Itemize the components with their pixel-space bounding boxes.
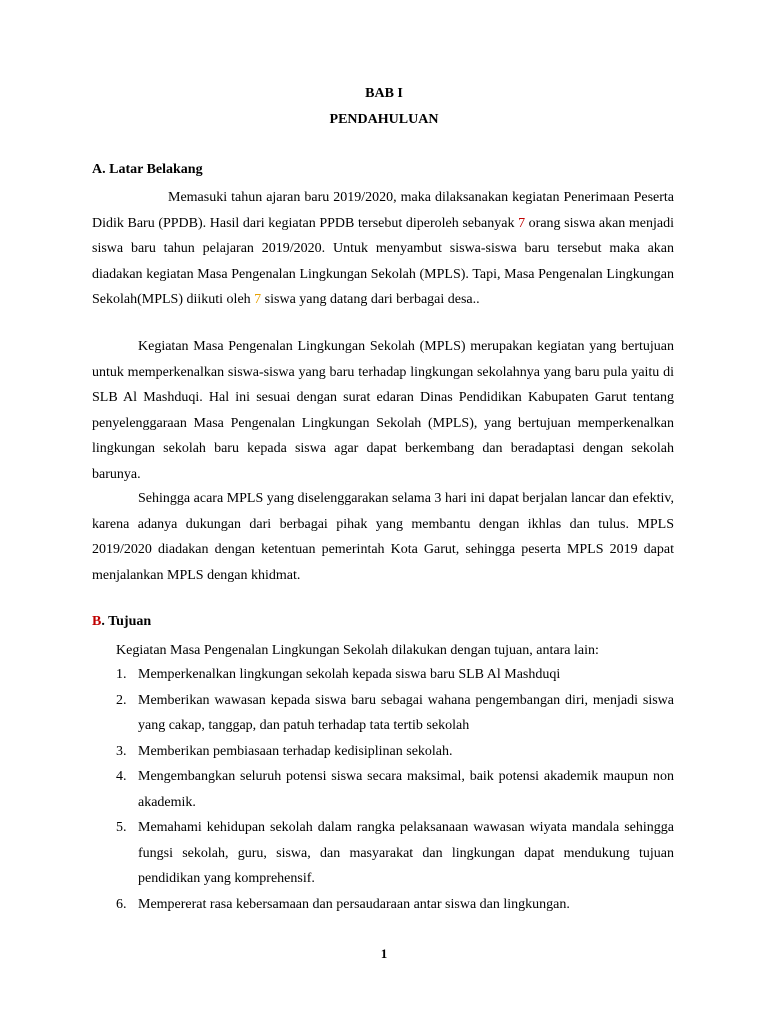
list-item-number: 6.: [116, 896, 127, 912]
list-item: [116, 764, 674, 815]
list-item: [116, 892, 674, 918]
student-count-highlight: 7: [518, 215, 526, 231]
paragraph-latar-belakang-2: Kegiatan Masa Pengenalan Lingkungan Sekolah (MPLS) merupakan kegiatan yang bertujuan untuk memperkenalkan siswa-siswa yang baru terhadap lingkungan sekolahnya yang baru pula yaitu di SLB Al Mashduqi. Hal ini sesuai dengan surat edaran Dinas Pendidikan Kabupaten Garut tentang penyelenggaraan Masa Pengenalan Lingkungan Sekolah (MPLS), yang bertujuan memperkenalkan lingkungan sekolah baru kepada siswa agar dapat berkembang dan beradaptasi dengan sekolah barunya.: [92, 339, 674, 482]
list-item-text: Mengembangkan seluruh potensi siswa secara maksimal, baik potensi akademik maupun non akademik.: [138, 769, 674, 810]
tujuan-list: [116, 662, 674, 917]
participant-count-highlight: 7: [254, 292, 262, 307]
section-a-heading: A. Latar Belakang: [92, 162, 203, 177]
paragraph-latar-belakang-1: [92, 185, 674, 313]
paragraph-text: orang siswa akan menjadi siswa baru tahun pelajaran 2019/2020. Untuk menyambut siswa-siswa baru tersebut maka akan diadakan kegiatan Masa Pengenalan Lingkungan Sekolah (MPLS). Tapi, Masa Pengenalan Lingkungan Sekolah(MPLS) diikuti oleh: [92, 215, 675, 307]
paragraph-text: Memasuki tahun ajaran baru 2019/2020, maka dilaksanakan kegiatan Penerimaan Peserta Didik Baru (PPDB). Hasil dari kegiatan PPDB tersebut diperoleh sebanyak: [92, 190, 674, 231]
section-b-letter: B: [92, 614, 102, 629]
list-item: [116, 739, 674, 765]
list-item-number: 2.: [116, 692, 127, 708]
section-b-title: . Tujuan: [101, 614, 152, 629]
chapter-number: BAB I: [365, 86, 403, 101]
list-item-text: Memperkenalkan lingkungan sekolah kepada siswa baru SLB Al Mashduqi: [138, 667, 561, 682]
list-item: [116, 688, 674, 739]
list-item-number: 4.: [116, 769, 127, 784]
chapter-title: PENDAHULUAN: [329, 112, 439, 127]
list-item: [116, 815, 674, 892]
list-item-text: Memahami kehidupan sekolah dalam rangka pelaksanaan wawasan wiyata mandala sehingga fungsi sekolah, guru, siswa, dan masyarakat dan lingkungan dapat mendukung tujuan pendidikan yang komprehensif.: [138, 820, 674, 886]
paragraph-latar-belakang-3: Sehingga acara MPLS yang diselenggarakan selama 3 hari ini dapat berjalan lancar dan efektiv, karena adanya dukungan dari berbagai pihak yang membantu dengan ikhlas dan tulus. MPLS 2019/2020 diadakan dengan ketentuan pemerintah Kota Garut, sehingga peserta MPLS 2019 dapat menjalankan MPLS dengan khidmat.: [92, 491, 674, 583]
paragraph-text: siswa yang datang dari berbagai desa..: [261, 292, 480, 307]
tujuan-intro: Kegiatan Masa Pengenalan Lingkungan Sekolah dilakukan dengan tujuan, antara lain:: [116, 643, 599, 658]
list-item-number: 5.: [116, 820, 127, 835]
page-number: 1: [380, 946, 388, 961]
section-b-heading: [92, 614, 151, 630]
list-item-number: 1.: [116, 667, 127, 682]
list-item-text: Memberikan wawasan kepada siswa baru sebagai wahana pengembangan diri, menjadi siswa yang cakap, tanggap, dan patuh terhadap tata tertib sekolah: [138, 692, 674, 733]
list-item: [116, 662, 674, 688]
list-item-text: Mempererat rasa kebersamaan dan persaudaraan antar siswa dan lingkungan.: [138, 896, 570, 912]
list-item-number: 3.: [116, 743, 127, 759]
list-item-text: Memberikan pembiasaan terhadap kedisiplinan sekolah.: [138, 743, 453, 759]
